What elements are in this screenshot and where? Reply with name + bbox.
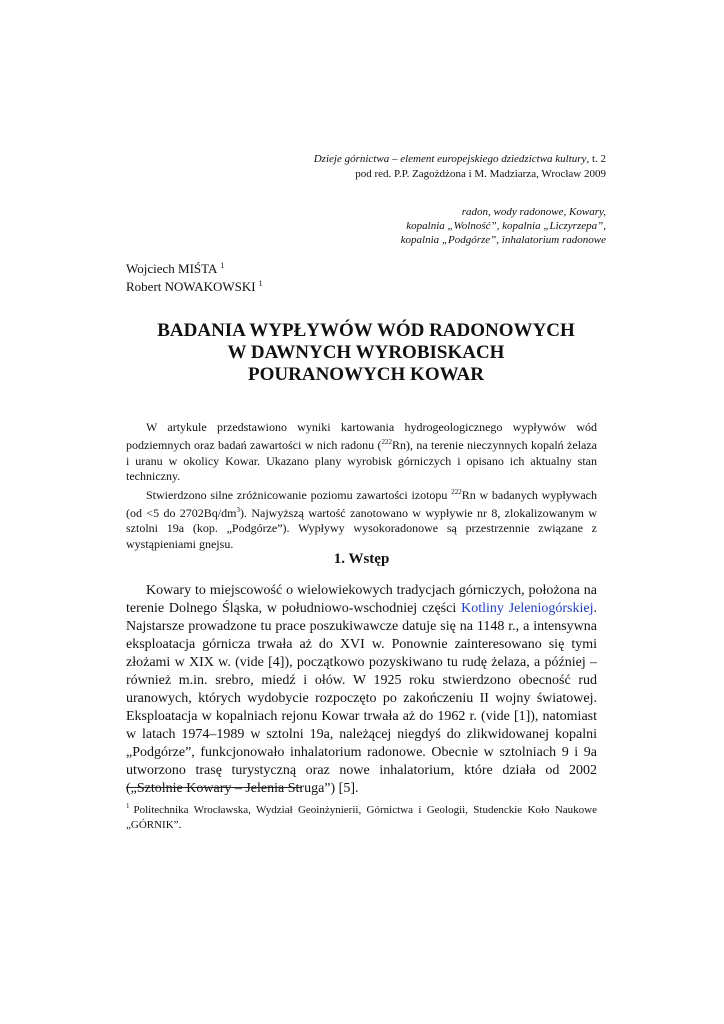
series-title: Dzieje górnictwa – element europejskiego dziedzictwa kultury bbox=[313, 153, 587, 165]
series-line bbox=[314, 152, 606, 167]
paper-title bbox=[126, 320, 606, 386]
body-paragraph: Kowary to miejscowość o wielowiekowych tradycjach górniczych, położona na terenie Dolnego Śląska, w południowo-wschodniej części Kotliny Jeleniogórskiej. Najstarsze prowadzone tu prace poszukiwawcze datuje się na 1148 r., a intensywna eksploatacja górnicza trwała aż do XVI w. Ponownie zainteresowano się tymi złożami w XIX w. (vide [4]), początkowo pozyskiwano tu rudę żelaza, a później – również m.in. srebro, miedź i ołów. W 1925 roku stwierdzono obecność rud uranowych, których wydobycie rozpoczęto po zakończeniu II wojny światowej. Eksploatacja w kopalniach rejonu Kowar trwała aż do 1962 r. (vide [1]), natomiast w latach 1974–1989 w sztolni 19a, należącej niegdyś do zlikwidowanej kopalni „Podgórze”, funkcjonowało inhalatorium radonowe. Obecnie w sztolniach 9 i 9a utworzono trasę turystyczną oraz nowe inhalatorium, które działa od 2002 („Sztolnie Kowary – Jelenia Struga”) [5]. bbox=[126, 583, 597, 796]
series-volume: , t. 2 bbox=[586, 153, 606, 165]
section-heading: 1. Wstęp bbox=[333, 551, 390, 567]
abstract bbox=[126, 420, 597, 552]
authors bbox=[126, 258, 263, 294]
footnote-text: Politechnika Wrocławska, Wydział Geoinżynierii, Górnictwa i Geologii, Studenckie Koło Naukowe „GÓRNIK”. bbox=[126, 804, 597, 831]
affiliation-mark: 1 bbox=[258, 279, 263, 288]
footnote-mark: 1 bbox=[126, 802, 130, 810]
title-line: POURANOWYCH KOWAR bbox=[248, 364, 484, 385]
keywords-line: radon, wody radonowe, Kowary, bbox=[461, 206, 606, 218]
affiliation-mark: 1 bbox=[220, 261, 225, 270]
abstract-paragraph-1: W artykule przedstawiono wyniki kartowania hydrogeologicznego wypływów wód podziemnych oraz badań zawartości w nich radonu ($^{222}$Rn), na terenie nieczynnych kopalń żelaza i uranu w okolicy Kowar. Ukazano plany wyrobisk górniczych i opisano ich aktualny stan techniczny. bbox=[126, 420, 598, 484]
body-text bbox=[126, 582, 597, 798]
keywords-line: kopalnia „Wolność”, kopalnia „Liczyrzepa”, bbox=[406, 220, 606, 232]
kotlina-link[interactable]: Kotliny Jeleniogórskiej bbox=[461, 601, 594, 616]
footnote bbox=[126, 799, 597, 833]
footnote-divider bbox=[126, 787, 302, 788]
abstract-paragraph-2: Stwierdzono silne zróżnicowanie poziomu zawartości izotopu $^{222}$Rn w badanych wypływach (od <5 do $2702Bq/dm^3$). Najwyższą wartość zanotowano w wypływie nr 8, zlokalizowanym w sztolni 19a (kop. „Podgórze”). Wypływy wysokoradonowe są przestrzennie związane z wystąpieniami gnejsu. bbox=[126, 487, 598, 551]
keywords-line: kopalnia „Podgórze”, inhalatorium radonowe bbox=[400, 234, 606, 246]
keywords bbox=[401, 205, 606, 247]
author-2: Robert NOWAKOWSKI $^1$ bbox=[126, 279, 263, 294]
title-line: W DAWNYCH WYROBISKACH bbox=[227, 342, 505, 363]
title-line: BADANIA WYPŁYWÓW WÓD RADONOWYCH bbox=[157, 320, 575, 341]
author-1: Wojciech MIŚTA $^1$ bbox=[126, 261, 225, 276]
editors-line: pod red. P.P. Zagożdżona i M. Madziarza, Wrocław 2009 bbox=[355, 168, 606, 180]
running-header bbox=[314, 152, 606, 182]
